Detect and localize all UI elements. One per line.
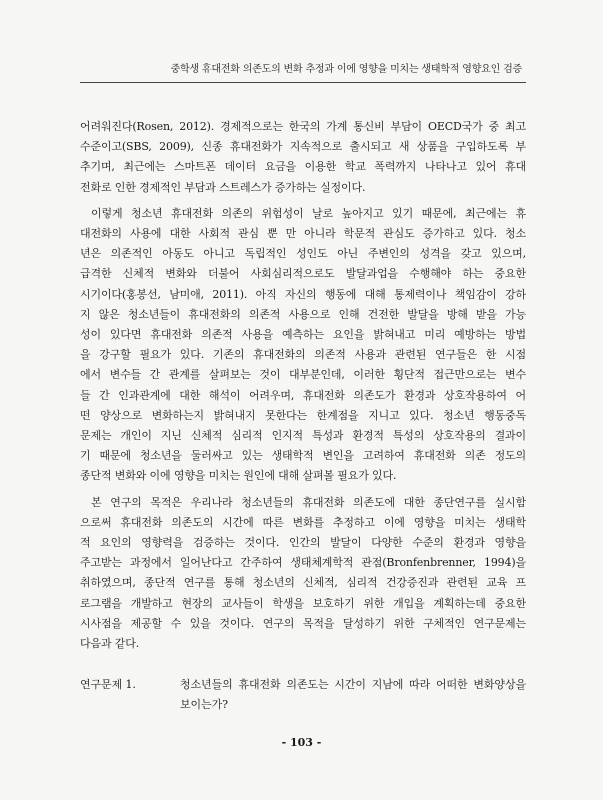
page-number: - 103 - bbox=[281, 736, 322, 749]
text-line: 들 간 인과관계에 대한 해석이 어려우며, 휴대전화 의존도가 환경과 상호작용하여 어 bbox=[80, 388, 526, 402]
text-line: 문제는 개인이 지닌 신체적 심리적 인지적 특성과 환경적 특성의 상호작용의 결과이 bbox=[80, 429, 526, 443]
running-header: 중학생 휴대전화 의존도의 변화 추정과 이에 영향을 미치는 생태학적 영향요인 검증 bbox=[170, 64, 522, 75]
text-line: 이렇게 청소년 휴대전화 의존의 위험성이 날로 높아지고 있기 때문에, 최근에는 휴 bbox=[91, 206, 526, 220]
text-line: 대전화의 사용에 대한 사회적 관심 뿐 만 아니라 학문적 관심도 증가하고 있다. 청소 bbox=[80, 227, 526, 241]
text-line: 어려워진다(Rosen, 2012). 경제적으로는 한국의 가계 통신비 부담이 OECD국가 중 최고 bbox=[80, 120, 526, 133]
text-line: 지 않은 청소년들이 휴대전화의 의존적 사용으로 인해 건전한 발달을 방해 받을 가능 bbox=[80, 307, 526, 321]
text-line: 기 때문에 청소년을 둘러싸고 있는 생태학적 변인을 고려하여 휴대전화 의존 정도의 bbox=[80, 449, 526, 463]
text-line: 성이 있다면 휴대전화 의존적 사용을 예측하는 요인을 밝혀내고 미리 예방하는 방법 bbox=[80, 328, 526, 342]
text-line: 떤 양상으로 변화하는지 밝혀내지 못한다는 한계점을 지니고 있다. 청소년 행동중독 bbox=[80, 408, 526, 422]
body-text bbox=[80, 117, 526, 660]
text-line: 급격한 신체적 변화와 더불어 사회심리적으로도 발달과업을 수행해야 하는 중요한 bbox=[80, 267, 526, 281]
header-rule bbox=[80, 82, 526, 83]
text-line: 에서 변수들 간 관계를 살펴보는 것이 대부분인데, 이러한 횡단적 접근만으로는 변수 bbox=[80, 368, 526, 382]
text-line: 본 연구의 목적은 우리나라 청소년들의 휴대전화 의존도에 대한 종단연구를 실시함 bbox=[91, 495, 526, 509]
text-line: 청소년들의 휴대전화 의존도는 시간이 지남에 따라 어떠한 변화양상을 bbox=[180, 678, 526, 691]
text-line: 년은 의존적인 아동도 아니고 독립적인 성인도 아닌 주변인의 성격을 갖고 있으며, bbox=[80, 247, 526, 261]
text-line: 으로써 휴대전화 의존도의 시간에 따른 변화를 추정하고 이에 영향을 미치는 생태학 bbox=[80, 515, 526, 529]
text-line: 로그램을 개발하고 현장의 교사들이 학생을 보호하기 위한 개입을 계획하는데 중요한 bbox=[80, 596, 526, 610]
research-question-label: 연구문제 1. bbox=[80, 678, 136, 691]
text-line: 적 요인의 영향력을 검증하는 것이다. 인간의 발달이 다양한 수준의 환경과 영향을 bbox=[80, 536, 526, 550]
paragraph-2 bbox=[80, 204, 526, 487]
text-line: 전화로 인한 경제적인 부담과 스트레스가 증가하는 실정이다. bbox=[80, 180, 366, 194]
text-line: 다음과 같다. bbox=[80, 637, 140, 651]
paragraph-3 bbox=[80, 493, 526, 655]
text-line: 종단적 변화와 이에 영향을 미치는 원인에 대해 살펴볼 필요가 있다. bbox=[80, 469, 397, 483]
research-question-text bbox=[180, 675, 526, 715]
paragraph-1 bbox=[80, 117, 526, 198]
text-line: 추기며, 최근에는 스마트폰 데이터 요금을 이용한 학교 폭력까지 나타나고 있어 휴대 bbox=[80, 160, 526, 174]
text-line: 취하였으며, 종단적 연구를 통해 청소년의 신체적, 심리적 건강증진과 관련된 교육 프 bbox=[80, 576, 526, 590]
text-line: 보이는가? bbox=[180, 698, 228, 711]
text-line: 시기이다(홍봉선, 남미애, 2011). 아직 자신의 행동에 대해 통제력이나 책임감이 강하 bbox=[80, 287, 526, 301]
text-line: 을 강구할 필요가 있다. 기존의 휴대전화의 의존적 사용과 관련된 연구들은 한 시점 bbox=[80, 348, 526, 362]
text-line: 수준이고(SBS, 2009), 신종 휴대전화가 지속적으로 출시되고 새 상품을 구입하도록 부 bbox=[80, 140, 526, 154]
text-line: 주고받는 과정에서 일어난다고 간주하여 생태체계학적 관점(Bronfenbrenner, 1994)을 bbox=[80, 556, 526, 570]
text-line: 시사점을 제공할 수 있을 것이다. 연구의 목적을 달성하기 위한 구체적인 연구문제는 bbox=[80, 616, 526, 630]
